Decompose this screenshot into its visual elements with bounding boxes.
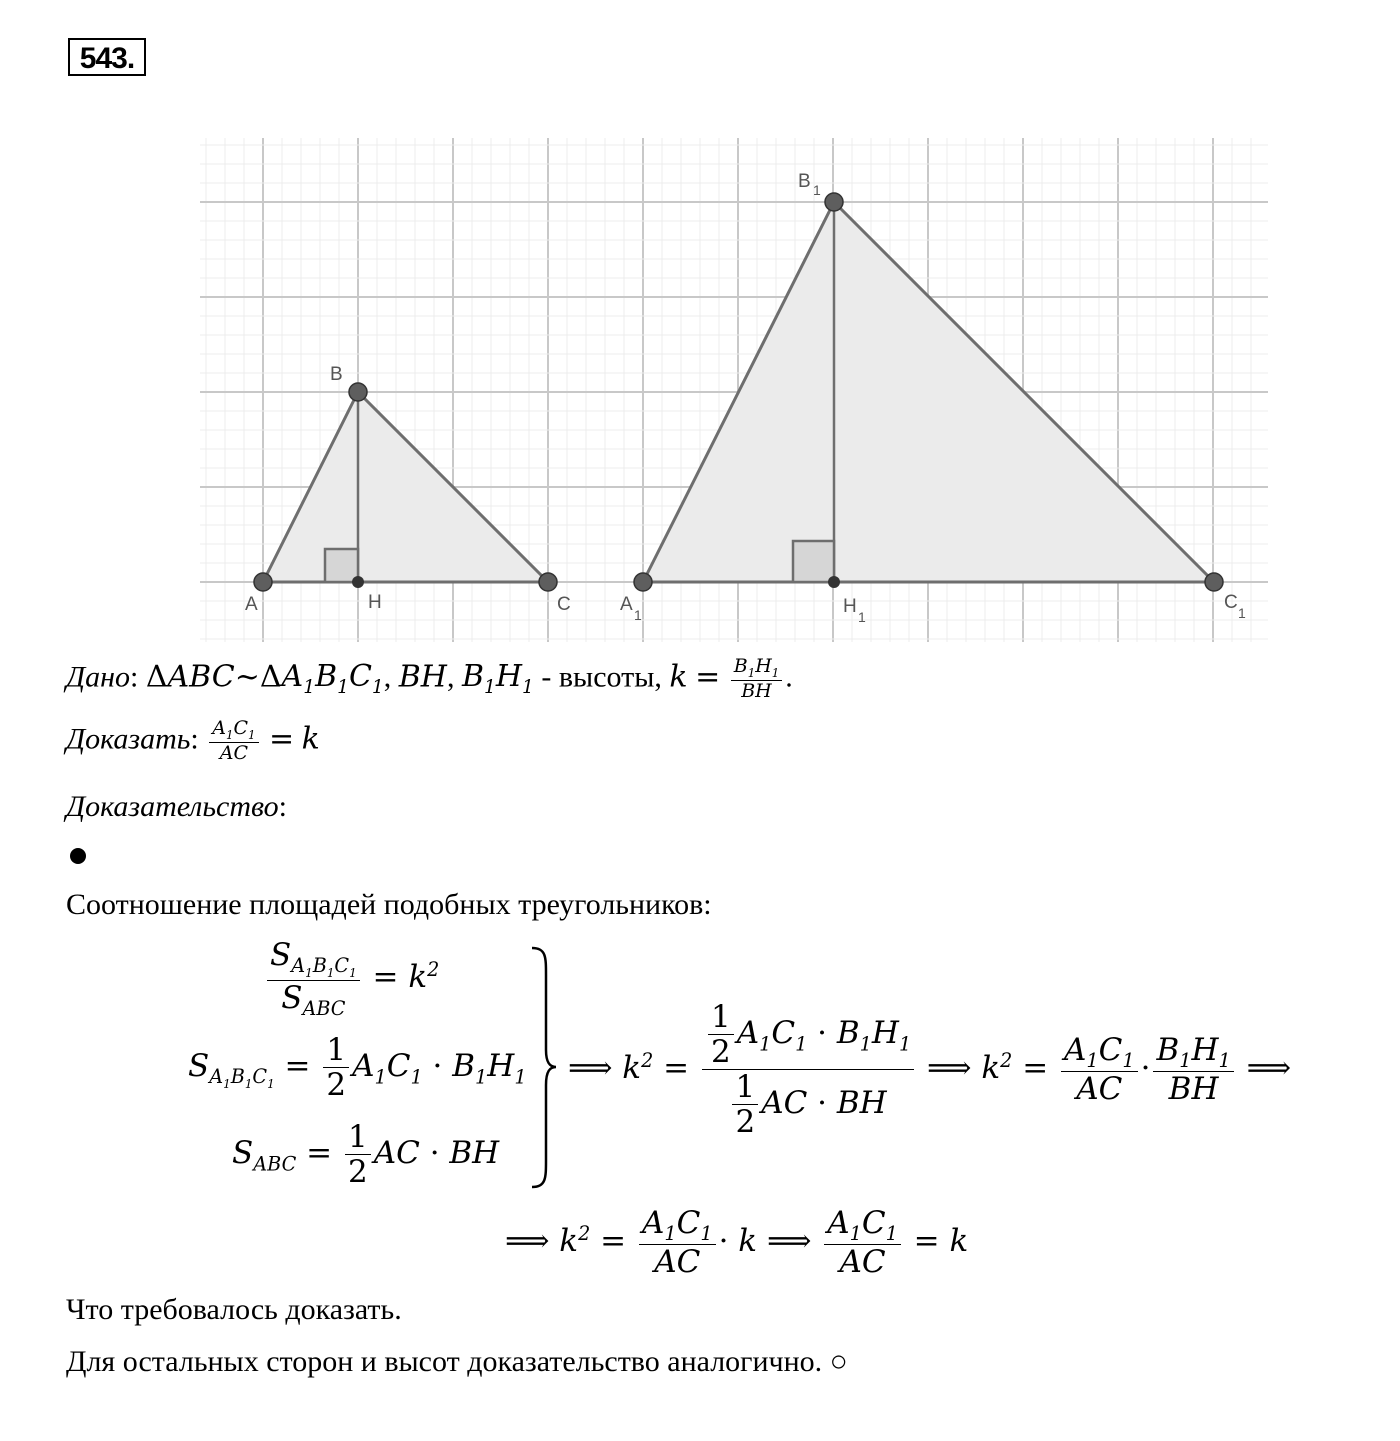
proof-line: Доказательство: xyxy=(66,790,287,823)
label-a: A xyxy=(245,594,258,615)
label-a1-sub: 1 xyxy=(634,607,642,623)
point-c1 xyxy=(1205,573,1223,591)
derivation-step-2: ⟹ $k^2$ = $\frac{A_1C_1}{AC}$ · k ⟹ $\frac{A_1C_1}{AC}$ = k xyxy=(505,1205,969,1281)
label-b1: B xyxy=(798,171,811,192)
prove-line: Доказать: $\frac{A_1C_1}{AC}$ = k xyxy=(66,717,320,765)
bullet-dot xyxy=(70,848,86,864)
given-label: Дано xyxy=(66,660,130,694)
label-c1: C xyxy=(1224,592,1238,613)
conclusion-text: Что требовалось доказать. xyxy=(66,1293,402,1326)
right-brace xyxy=(528,945,558,1190)
given-text: - высоты, xyxy=(541,660,662,694)
problem-number: 543. xyxy=(68,38,146,76)
label-h1-sub: 1 xyxy=(858,609,866,625)
label-h1: H xyxy=(843,596,857,617)
right-angle-mark-h xyxy=(325,549,358,582)
point-b xyxy=(349,383,367,401)
equation-area-abc: $S_{ABC}$ = $\frac{1}{2}$ AC · BH xyxy=(232,1119,500,1191)
triangles-figure xyxy=(0,0,1400,660)
prove-label: Доказать xyxy=(66,722,191,756)
equation-area-ratio: $\frac{S_{A_1B_1C_1}}{S_{ABC}}$ = $k^2$ xyxy=(264,938,439,1019)
derivation-step-1: ⟹ $k^2$ = $\frac{1}{2}$ $A_1C_1 \cdot B_1H_1$ $\frac{1}{2}$ AC · BH ⟹ $k^2$ = $\frac{A_1C_1}{AC}$ · $\frac{B_1H_1}{BH}$ ⟹ xyxy=(568,999,1292,1141)
proof-label: Доказательство xyxy=(66,790,279,823)
given-line: Дано: $\Delta ABC\sim\Delta A_1B_1C_1$, BH, $B_1H_1$ - высоты, k = $\frac{B_1H_1}{BH}$ . xyxy=(66,655,793,703)
equation-area-a1b1c1: $S_{A_1B_1C_1}$ = $\frac{1}{2}$ $A_1C_1 \cdot B_1H_1$ xyxy=(188,1032,527,1104)
label-b: B xyxy=(330,364,343,385)
statement-text: Соотношение площадей подобных треугольников: xyxy=(66,888,712,921)
point-a1 xyxy=(634,573,652,591)
label-c1-sub: 1 xyxy=(1238,605,1246,621)
point-b1 xyxy=(825,193,843,211)
point-a xyxy=(254,573,272,591)
point-c xyxy=(539,573,557,591)
point-h1 xyxy=(828,576,840,588)
label-b1-sub: 1 xyxy=(813,182,821,198)
label-a1: A xyxy=(620,594,633,615)
right-angle-mark-h1 xyxy=(793,541,834,582)
ratio-k: $\frac{B_1H_1}{BH}$ xyxy=(731,656,783,703)
label-h: H xyxy=(368,592,382,613)
final-note-text: Для остальных сторон и высот доказательство аналогично. ○ xyxy=(66,1345,848,1378)
label-c: C xyxy=(557,594,571,615)
point-h xyxy=(352,576,364,588)
